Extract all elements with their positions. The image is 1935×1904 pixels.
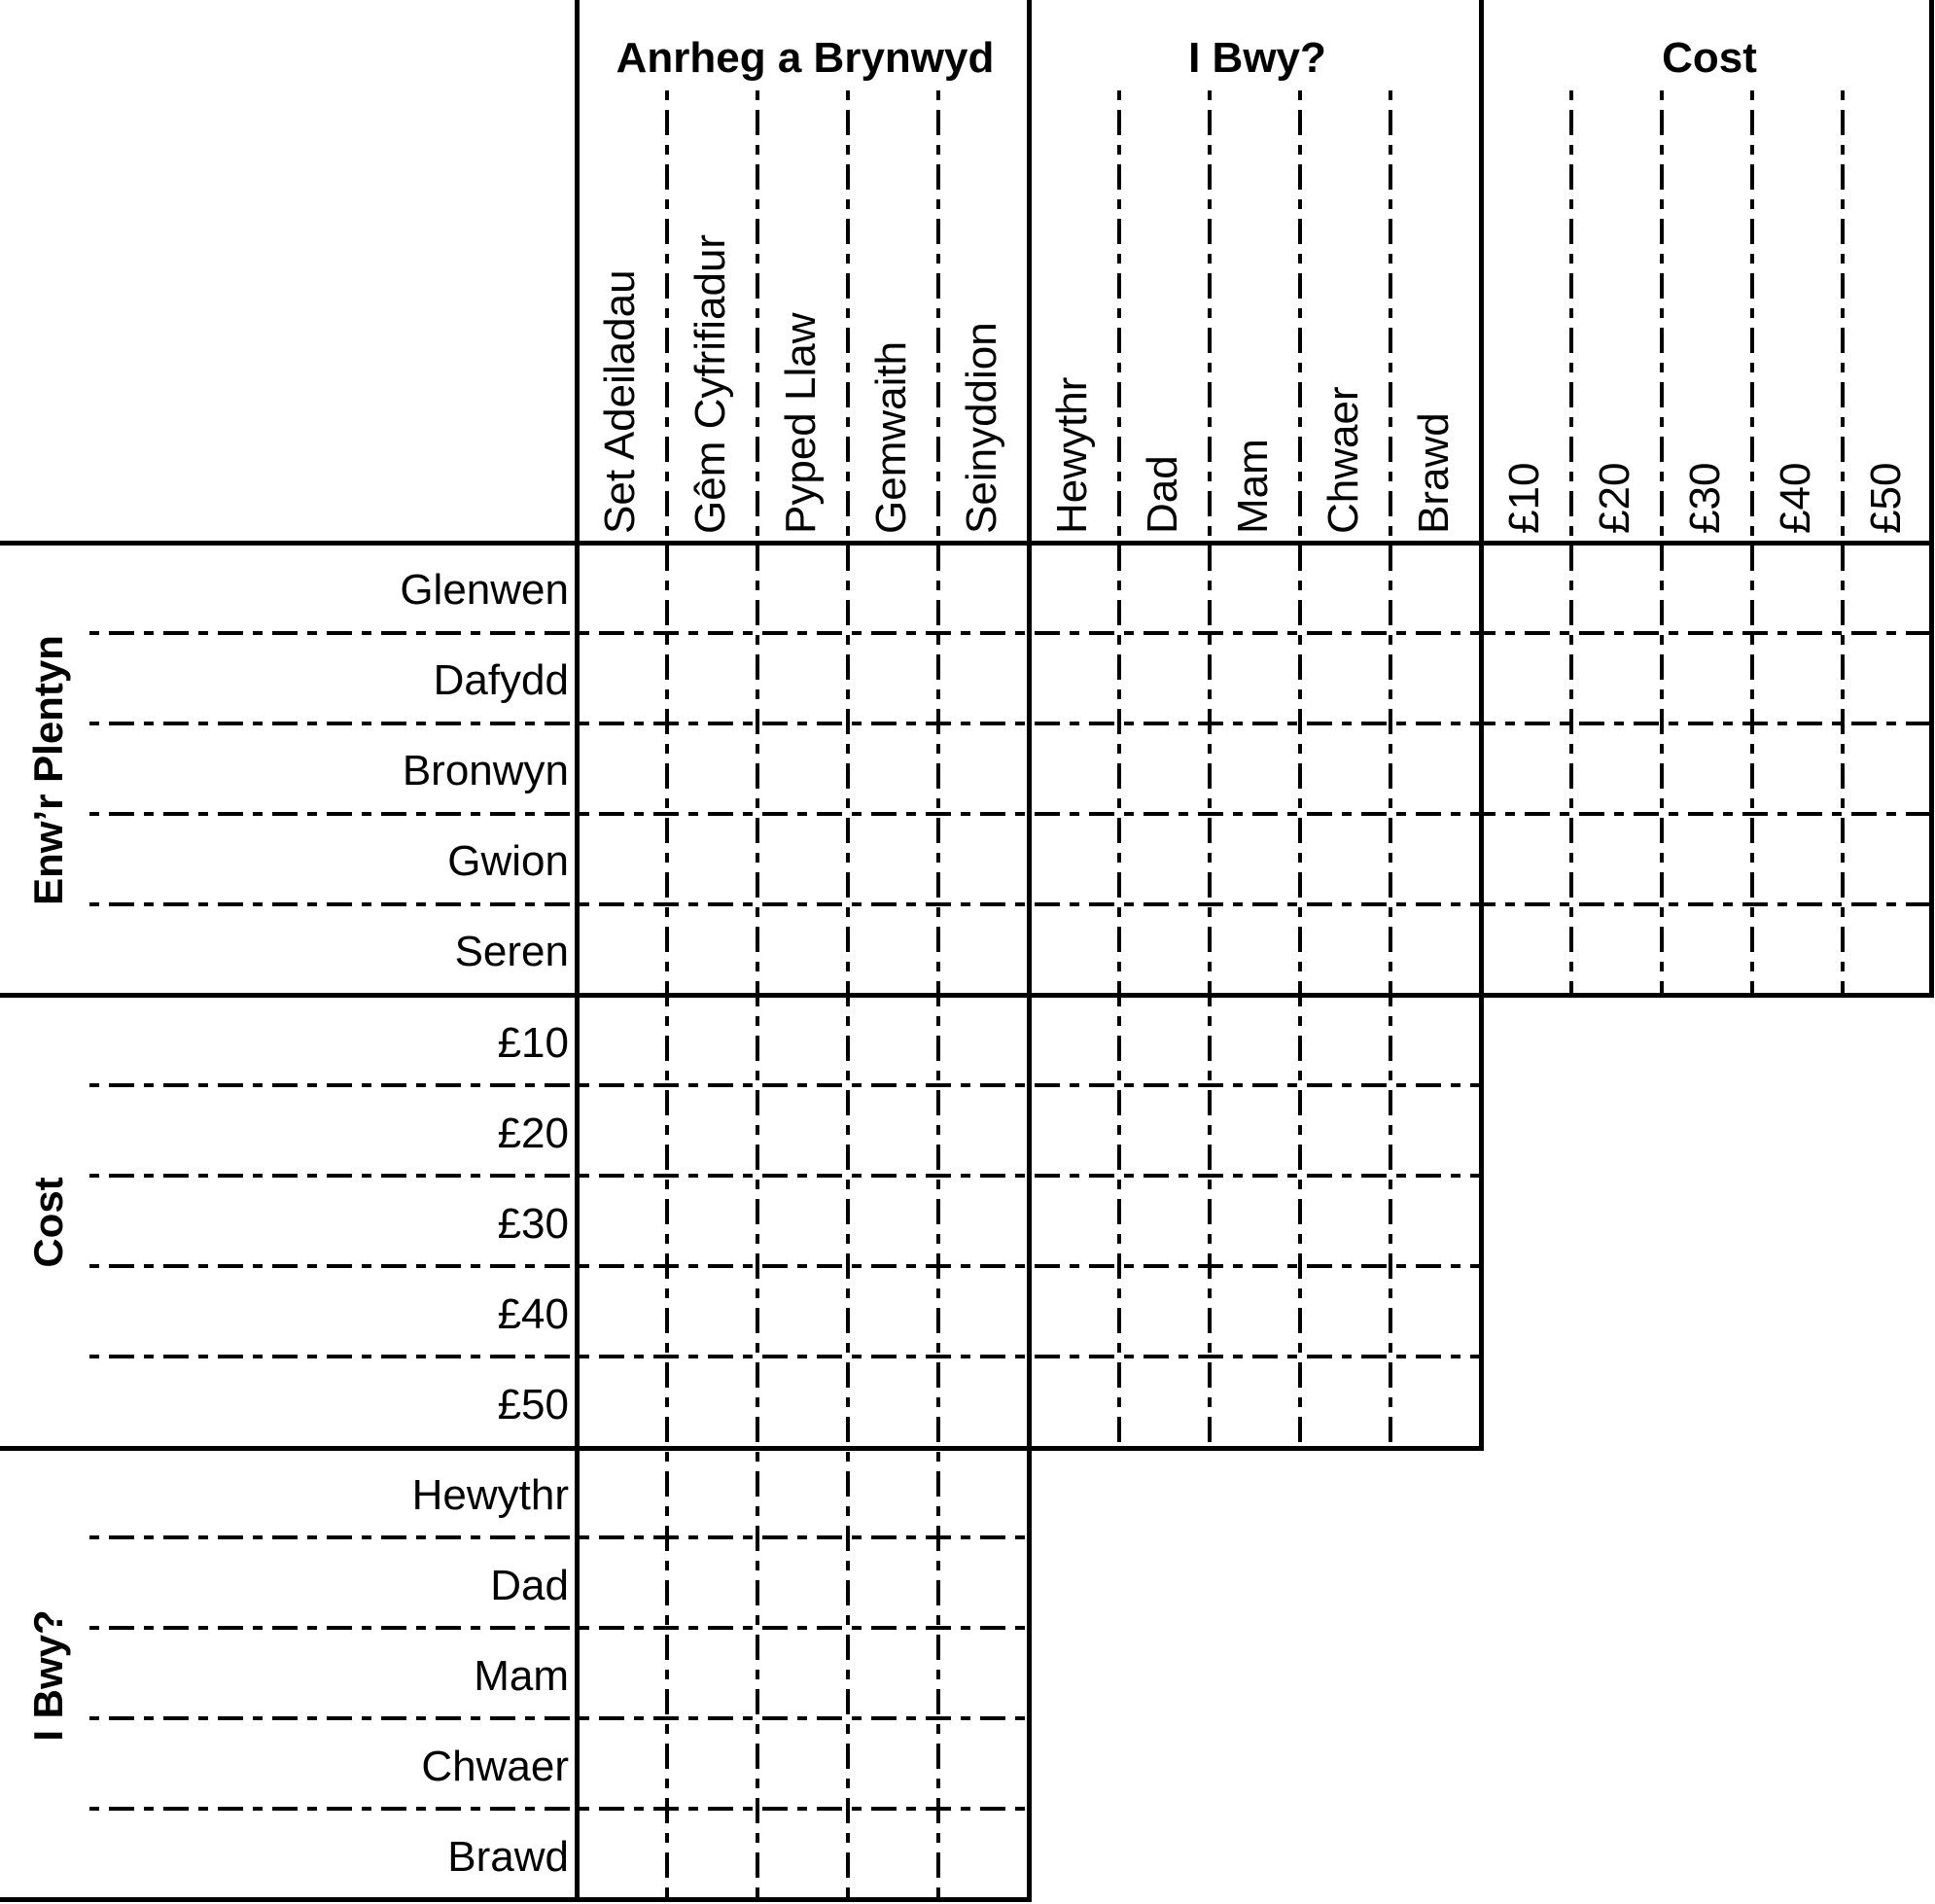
grid-cell[interactable] — [941, 1180, 1032, 1270]
grid-cell[interactable] — [1484, 907, 1574, 998]
grid-cell[interactable] — [670, 907, 760, 998]
grid-cell[interactable] — [1122, 726, 1213, 817]
grid-cell[interactable] — [1574, 546, 1665, 636]
grid-cell[interactable] — [1122, 1270, 1213, 1360]
grid-cell[interactable] — [1574, 726, 1665, 817]
grid-cell[interactable] — [1393, 907, 1484, 998]
grid-cell[interactable] — [580, 726, 670, 817]
grid-cell[interactable] — [1032, 907, 1122, 998]
grid-cell[interactable] — [1303, 636, 1393, 726]
grid-cell[interactable] — [1213, 1270, 1303, 1360]
grid-cell[interactable] — [1665, 546, 1755, 636]
grid-cell[interactable] — [1032, 726, 1122, 817]
grid-cell[interactable] — [941, 1360, 1032, 1451]
grid-cell[interactable] — [1393, 636, 1484, 726]
column-label: £40 — [1771, 462, 1819, 534]
column-label: Gêm Cyfrifiadur — [686, 233, 734, 534]
grid-cell[interactable] — [1393, 546, 1484, 636]
grid-cell[interactable] — [1393, 726, 1484, 817]
grid-cell[interactable] — [670, 999, 760, 1089]
grid-cell[interactable] — [1213, 817, 1303, 907]
grid-cell[interactable] — [760, 1089, 851, 1180]
row-label: £50 — [497, 1381, 569, 1428]
grid-cell[interactable] — [941, 1270, 1032, 1360]
grid-cell[interactable] — [1303, 1270, 1393, 1360]
grid-cell[interactable] — [1213, 1180, 1303, 1270]
grid-cell[interactable] — [941, 999, 1032, 1089]
grid-cell[interactable] — [580, 1180, 670, 1270]
grid-cell[interactable] — [941, 546, 1032, 636]
grid-cell[interactable] — [580, 1542, 670, 1633]
column-label: £20 — [1590, 462, 1638, 534]
grid-cell[interactable] — [580, 1089, 670, 1180]
grid-cell[interactable] — [1846, 817, 1935, 907]
grid-cell[interactable] — [1213, 999, 1303, 1089]
column-label: Brawd — [1409, 412, 1458, 534]
grid-cell[interactable] — [1032, 817, 1122, 907]
grid-cell[interactable] — [1755, 636, 1846, 726]
grid-cell[interactable] — [851, 1633, 941, 1723]
grid-cell[interactable] — [580, 1452, 670, 1542]
column-label: £50 — [1861, 462, 1910, 534]
grid-cell[interactable] — [670, 1270, 760, 1360]
grid-cell[interactable] — [580, 907, 670, 998]
grid-cell[interactable] — [1393, 999, 1484, 1089]
column-label: Mam — [1228, 439, 1277, 534]
grid-cell[interactable] — [941, 1452, 1032, 1542]
grid-cell[interactable] — [760, 1723, 851, 1814]
grid-cell[interactable] — [1574, 817, 1665, 907]
row-label: £30 — [497, 1200, 569, 1248]
grid-cell[interactable] — [1393, 1089, 1484, 1180]
grid-cell[interactable] — [580, 546, 670, 636]
grid-cell[interactable] — [1755, 546, 1846, 636]
grid-cell[interactable] — [1303, 546, 1393, 636]
grid-cell[interactable] — [1574, 636, 1665, 726]
grid-cell[interactable] — [1846, 726, 1935, 817]
grid-cell[interactable] — [670, 1633, 760, 1723]
grid-cell[interactable] — [760, 1542, 851, 1633]
grid-cell[interactable] — [1032, 999, 1122, 1089]
column-label: Dad — [1138, 455, 1186, 534]
column-label: Seinyddion — [957, 322, 1005, 534]
row-group-title-child-name: Enw’r Plentyn — [25, 634, 71, 905]
grid-cell[interactable] — [851, 1089, 941, 1180]
grid-cell[interactable] — [1122, 907, 1213, 998]
grid-cell[interactable] — [1484, 726, 1574, 817]
grid-cell[interactable] — [1393, 1180, 1484, 1270]
grid-cell[interactable] — [1122, 817, 1213, 907]
row-label: Gwion — [447, 837, 569, 885]
grid-cell[interactable] — [1484, 636, 1574, 726]
grid-cell[interactable] — [670, 636, 760, 726]
grid-cell[interactable] — [670, 1180, 760, 1270]
grid-cell[interactable] — [760, 726, 851, 817]
grid-cell[interactable] — [1122, 546, 1213, 636]
grid-cell[interactable] — [580, 1270, 670, 1360]
grid-cell[interactable] — [1303, 999, 1393, 1089]
grid-cell[interactable] — [1393, 1270, 1484, 1360]
grid-cell[interactable] — [851, 817, 941, 907]
grid-cell[interactable] — [941, 1542, 1032, 1633]
row-label: £10 — [497, 1019, 569, 1067]
grid-cell[interactable] — [1213, 1089, 1303, 1180]
row-label: Brawd — [447, 1833, 569, 1881]
grid-cell[interactable] — [1032, 1089, 1122, 1180]
grid-cell[interactable] — [1213, 907, 1303, 998]
grid-cell[interactable] — [670, 1814, 760, 1904]
grid-cell[interactable] — [760, 546, 851, 636]
column-label: Chwaer — [1319, 386, 1367, 534]
grid-cell[interactable] — [1213, 726, 1303, 817]
grid-cell[interactable] — [1755, 817, 1846, 907]
row-group-title-for-whom: I Bwy? — [25, 1608, 71, 1742]
grid-cell[interactable] — [580, 999, 670, 1089]
grid-cell[interactable] — [1032, 636, 1122, 726]
grid-cell[interactable] — [851, 1270, 941, 1360]
grid-cell[interactable] — [1032, 546, 1122, 636]
grid-cell[interactable] — [1303, 907, 1393, 998]
column-label: £10 — [1499, 462, 1548, 534]
grid-cell[interactable] — [1213, 1360, 1303, 1451]
grid-cell[interactable] — [941, 1089, 1032, 1180]
grid-cell[interactable] — [851, 999, 941, 1089]
grid-cell[interactable] — [1755, 726, 1846, 817]
grid-cell[interactable] — [1032, 1180, 1122, 1270]
grid-cell[interactable] — [1303, 726, 1393, 817]
grid-cell[interactable] — [851, 1180, 941, 1270]
grid-cell[interactable] — [760, 1452, 851, 1542]
grid-cell[interactable] — [760, 1360, 851, 1451]
grid-cell[interactable] — [1122, 1089, 1213, 1180]
grid-cell[interactable] — [851, 636, 941, 726]
row-label: £20 — [497, 1110, 569, 1157]
grid-cell[interactable] — [760, 999, 851, 1089]
column-group-title-cost: Cost — [1662, 34, 1757, 82]
column-group-title-for-whom: I Bwy? — [1188, 34, 1326, 82]
row-label: Mam — [474, 1652, 569, 1700]
row-label: Dafydd — [433, 656, 569, 704]
grid-cell[interactable] — [670, 817, 760, 907]
grid-cell[interactable] — [580, 1814, 670, 1904]
row-label: £40 — [497, 1290, 569, 1338]
column-label: Hewythr — [1047, 376, 1096, 534]
grid-cell[interactable] — [941, 907, 1032, 998]
grid-cell[interactable] — [941, 1633, 1032, 1723]
grid-cell[interactable] — [1303, 1180, 1393, 1270]
grid-cell[interactable] — [1213, 636, 1303, 726]
grid-cell[interactable] — [851, 1542, 941, 1633]
row-label: Chwaer — [421, 1743, 569, 1790]
row-label: Hewythr — [411, 1471, 569, 1519]
grid-cell[interactable] — [1846, 636, 1935, 726]
grid-cell[interactable] — [1032, 1270, 1122, 1360]
grid-cell[interactable] — [941, 636, 1032, 726]
grid-cell[interactable] — [1665, 636, 1755, 726]
grid-cell[interactable] — [670, 1452, 760, 1542]
grid-cell[interactable] — [670, 726, 760, 817]
grid-cell[interactable] — [941, 817, 1032, 907]
grid-cell[interactable] — [670, 1542, 760, 1633]
grid-cell[interactable] — [941, 726, 1032, 817]
grid-cell[interactable] — [760, 636, 851, 726]
grid-cell[interactable] — [670, 1723, 760, 1814]
column-label: Gemwaith — [866, 340, 915, 534]
grid-cell[interactable] — [670, 546, 760, 636]
grid-cell[interactable] — [941, 1723, 1032, 1814]
grid-cell[interactable] — [1665, 726, 1755, 817]
grid-cell[interactable] — [1484, 546, 1574, 636]
grid-cell[interactable] — [760, 817, 851, 907]
grid-cell[interactable] — [1213, 546, 1303, 636]
grid-cell[interactable] — [760, 907, 851, 998]
grid-cell[interactable] — [1393, 1360, 1484, 1451]
row-label: Glenwen — [400, 566, 569, 614]
grid-cell[interactable] — [1846, 907, 1935, 998]
grid-cell[interactable] — [580, 817, 670, 907]
grid-cell[interactable] — [1122, 1180, 1213, 1270]
row-group-title-cost: Cost — [25, 1177, 71, 1268]
grid-cell[interactable] — [1846, 546, 1935, 636]
grid-cell[interactable] — [580, 1633, 670, 1723]
grid-cell[interactable] — [851, 726, 941, 817]
grid-cell[interactable] — [1122, 999, 1213, 1089]
grid-cell[interactable] — [1665, 907, 1755, 998]
grid-cell[interactable] — [1303, 1089, 1393, 1180]
row-label: Seren — [454, 928, 569, 975]
column-label: Pyped Llaw — [776, 312, 825, 534]
grid-cell[interactable] — [580, 1360, 670, 1451]
grid-cell[interactable] — [851, 1723, 941, 1814]
grid-cell[interactable] — [580, 1723, 670, 1814]
grid-cell[interactable] — [760, 1814, 851, 1904]
grid-cell[interactable] — [670, 1360, 760, 1451]
grid-cell[interactable] — [1122, 1360, 1213, 1451]
grid-cell[interactable] — [941, 1814, 1032, 1904]
row-label: Dad — [490, 1562, 569, 1609]
column-label: £30 — [1680, 462, 1729, 534]
grid-cell[interactable] — [1755, 907, 1846, 998]
grid-cell[interactable] — [1393, 817, 1484, 907]
grid-cell[interactable] — [1122, 636, 1213, 726]
grid-cell[interactable] — [1484, 817, 1574, 907]
grid-cell[interactable] — [851, 546, 941, 636]
grid-cell[interactable] — [760, 1180, 851, 1270]
column-label: Set Adeiladau — [595, 269, 644, 534]
grid-cell[interactable] — [851, 1814, 941, 1904]
grid-cell[interactable] — [851, 1360, 941, 1451]
grid-cell[interactable] — [760, 1270, 851, 1360]
row-label: Bronwyn — [402, 747, 569, 794]
grid-cell[interactable] — [851, 907, 941, 998]
grid-cell[interactable] — [851, 1452, 941, 1542]
grid-cell[interactable] — [670, 1089, 760, 1180]
column-group-title-gift: Anrheg a Brynwyd — [616, 34, 995, 82]
grid-cell[interactable] — [1303, 817, 1393, 907]
grid-cell[interactable] — [760, 1633, 851, 1723]
grid-cell[interactable] — [1665, 817, 1755, 907]
grid-cell[interactable] — [1574, 907, 1665, 998]
grid-cell[interactable] — [1032, 1360, 1122, 1451]
grid-cell[interactable] — [580, 636, 670, 726]
grid-cell[interactable] — [1303, 1360, 1393, 1451]
